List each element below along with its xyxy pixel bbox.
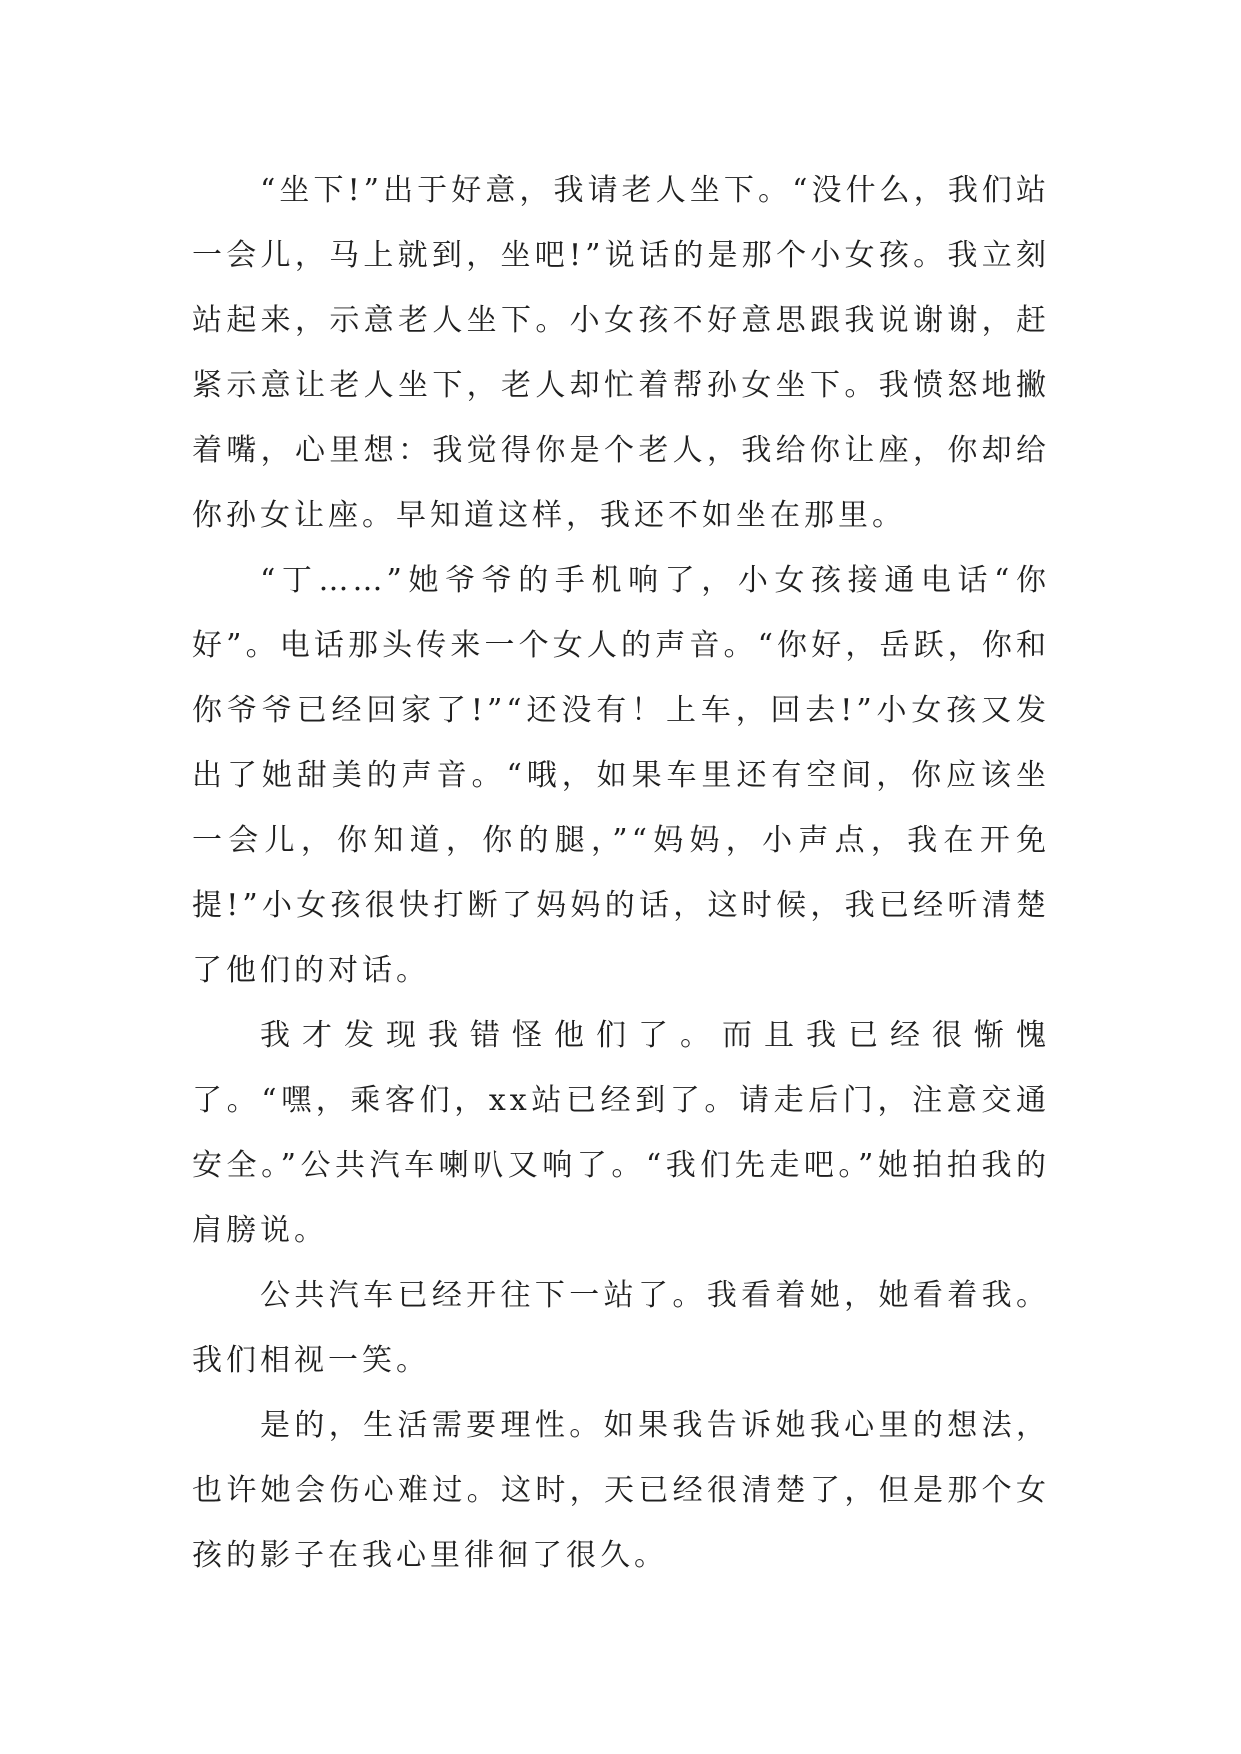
paragraph-1: “坐下!”出于好意，我请老人坐下。“没什么，我们站一会儿，马上就到，坐吧!”说话的是那个小女孩。我立刻站起来，示意老人坐下。小女孩不好意思跟我说谢谢，赶紧示意让老人坐下，老人却忙着帮孙女坐下。我愤怒地撇着嘴，心里想：我觉得你是个老人，我给你让座，你却给你孙女让座。早知道这样，我还不如坐在那里。 (192, 173, 1050, 533)
paragraph-3: 我才发现我错怪他们了。而且我已经很惭愧了。“嘿，乘客们，xx站已经到了。请走后门，注意交通安全。”公共汽车喇叭又响了。“我们先走吧。”她拍拍我的肩膀说。 (192, 1018, 1050, 1248)
paragraph-4: 公共汽车已经开往下一站了。我看着她，她看着我。我们相视一笑。 (192, 1278, 1050, 1378)
document-body (192, 158, 1050, 1588)
paragraph-5: 是的，生活需要理性。如果我告诉她我心里的想法，也许她会伤心难过。这时，天已经很清楚了，但是那个女孩的影子在我心里徘徊了很久。 (192, 1408, 1050, 1573)
paragraph-2: “丁……”她爷爷的手机响了，小女孩接通电话“你好”。电话那头传来一个女人的声音。“你好，岳跃，你和你爷爷已经回家了!”“还没有！上车，回去!”小女孩又发出了她甜美的声音。“哦，如果车里还有空间，你应该坐一会儿，你知道，你的腿，”“妈妈，小声点，我在开免提!”小女孩很快打断了妈妈的话，这时候，我已经听清楚了他们的对话。 (192, 563, 1050, 988)
